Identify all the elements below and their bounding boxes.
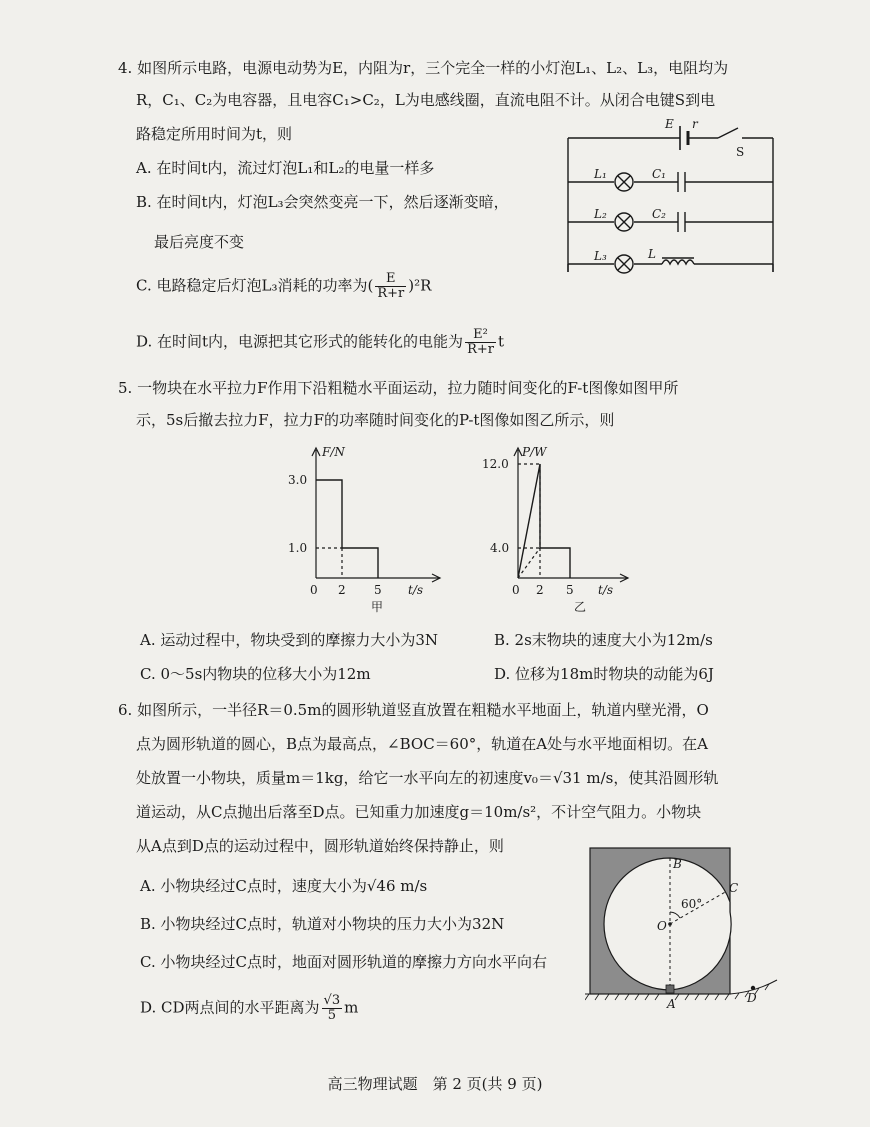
circuit-label-l2: L₂	[594, 207, 607, 221]
q4-option-d: D. 在时间t内，电源把其它形式的能转化的电能为 $\frac{\text{E²}}{R+r}$ t	[136, 327, 504, 357]
q6-stem-line2: 点为圆形轨道的圆心，B点为最高点，∠BOC＝60°，轨道在A处与水平地面相切。在A	[136, 735, 708, 753]
q6-option-d: D. CD两点间的水平距离为 $\frac{√3}{5}$ m	[140, 993, 359, 1023]
q5-option-d: D. 位移为18m时物块的动能为6J	[494, 665, 714, 683]
circuit-label-s: S	[736, 145, 745, 159]
yi-caption: 乙	[574, 600, 587, 614]
jia-xtick-5: 5	[374, 583, 382, 597]
q5-option-a: A. 运动过程中，物块受到的摩擦力大小为3N	[140, 631, 439, 649]
q4-option-d-fraction: $\frac{\text{E²}}{R+r}$	[467, 327, 494, 357]
jia-ytick-lo: 1.0	[288, 541, 308, 555]
jia-xtick-2: 2	[338, 583, 346, 597]
q6-option-d-fraction: $\frac{√3}{5}$	[323, 993, 341, 1023]
q6-option-b: B. 小物块经过C点时，轨道对小物块的压力大小为32N	[140, 915, 505, 933]
jia-ylabel: F/N	[322, 445, 345, 459]
q5-option-c: C. 0～5s内物块的位移大小为12m	[140, 665, 371, 683]
q6-option-d-text: D. CD两点间的水平距离为	[140, 998, 320, 1017]
q6-option-a: A. 小物块经过C点时，速度大小为√46 m/s	[140, 877, 428, 895]
q4-option-b-line2: 最后亮度不变	[154, 233, 245, 251]
q4-stem-line3: 路稳定所用时间为t，则	[136, 125, 293, 143]
q4-option-a: A. 在时间t内，流过灯泡L₁和L₂的电量一样多	[136, 159, 435, 177]
circuit-label-l1: L₁	[594, 167, 607, 181]
q5-graph-jia	[280, 442, 460, 622]
fig-label-a: A	[667, 997, 676, 1011]
q6-stem-line4: 道运动，从C点抛出后落至D点。已知重力加速度g＝10m/s²，不计空气阻力。小物块	[136, 803, 702, 821]
q5-option-b: B. 2s末物块的速度大小为12m/s	[494, 631, 713, 649]
fig-label-o: O	[657, 919, 667, 933]
q4-option-b-line1: B. 在时间t内，灯泡L₃会突然变亮一下，然后逐渐变暗，	[136, 193, 509, 211]
jia-caption: 甲	[371, 600, 384, 614]
q4-stem-line1: 4. 如图所示电路，电源电动势为E，内阻为r，三个完全一样的小灯泡L₁、L₂、L₃，电阻均为	[118, 59, 729, 77]
yi-xtick-5: 5	[566, 583, 574, 597]
circuit-label-c2: C₂	[652, 207, 666, 221]
fig-label-c: C	[729, 881, 739, 895]
q6-stem-line3: 处放置一小物块，质量m＝1kg，给它一水平向左的初速度v₀＝√31 m/s，使其沿圆形轨	[136, 769, 719, 787]
q6-stem-line5: 从A点到D点的运动过程中，圆形轨道始终保持静止，则	[136, 837, 504, 855]
circuit-label-c1: C₁	[652, 167, 666, 181]
jia-ytick-hi: 3.0	[288, 473, 308, 487]
q4-stem-line2: R，C₁、C₂为电容器，且电容C₁>C₂，L为电感线圈，直流电阻不计。从闭合电键S到电	[136, 91, 716, 109]
q4-option-d-text: D. 在时间t内，电源把其它形式的能转化的电能为	[136, 332, 464, 351]
q4-circuit-diagram	[560, 112, 785, 282]
q6-option-c: C. 小物块经过C点时，地面对圆形轨道的摩擦力方向水平向右	[140, 953, 547, 971]
q5-graph-yi	[478, 442, 658, 622]
q6-track-diagram	[585, 842, 780, 1012]
yi-xtick-2: 2	[536, 583, 544, 597]
yi-xlabel: t/s	[598, 583, 614, 597]
circuit-label-l3: L₃	[594, 249, 607, 263]
page-footer: 高三物理试题 第 2 页(共 9 页)	[327, 1075, 543, 1093]
q4-option-c: C. 电路稳定后灯泡L₃消耗的功率为( $\frac{E}{R+r}$ )²R	[136, 271, 432, 301]
circuit-label-r: r	[692, 117, 698, 131]
q5-stem-line1: 5. 一物块在水平拉力F作用下沿粗糙水平面运动，拉力随时间变化的F-t图像如图甲所	[118, 379, 679, 397]
q6-stem-line1: 6. 如图所示，一半径R＝0.5m的圆形轨道竖直放置在粗糙水平地面上，轨道内壁光滑，O	[118, 701, 709, 719]
fig-label-b: B	[673, 857, 682, 871]
q4-option-c-fraction: $\frac{E}{R+r}$	[377, 271, 405, 301]
fig-label-angle: 60°	[681, 897, 703, 911]
yi-ylabel: P/W	[522, 445, 547, 459]
yi-ytick-hi: 12.0	[482, 457, 509, 471]
fig-label-d: D	[747, 991, 757, 1005]
circuit-label-l: L	[648, 247, 656, 261]
jia-xlabel: t/s	[408, 583, 424, 597]
jia-xtick-0: 0	[310, 583, 318, 597]
yi-ytick-lo: 4.0	[490, 541, 510, 555]
q4-option-c-text: C. 电路稳定后灯泡L₃消耗的功率为	[136, 276, 368, 295]
circuit-label-e: E	[665, 117, 674, 131]
yi-xtick-0: 0	[512, 583, 520, 597]
q5-stem-line2: 示，5s后撤去拉力F，拉力F的功率随时间变化的P-t图像如图乙所示，则	[136, 411, 615, 429]
